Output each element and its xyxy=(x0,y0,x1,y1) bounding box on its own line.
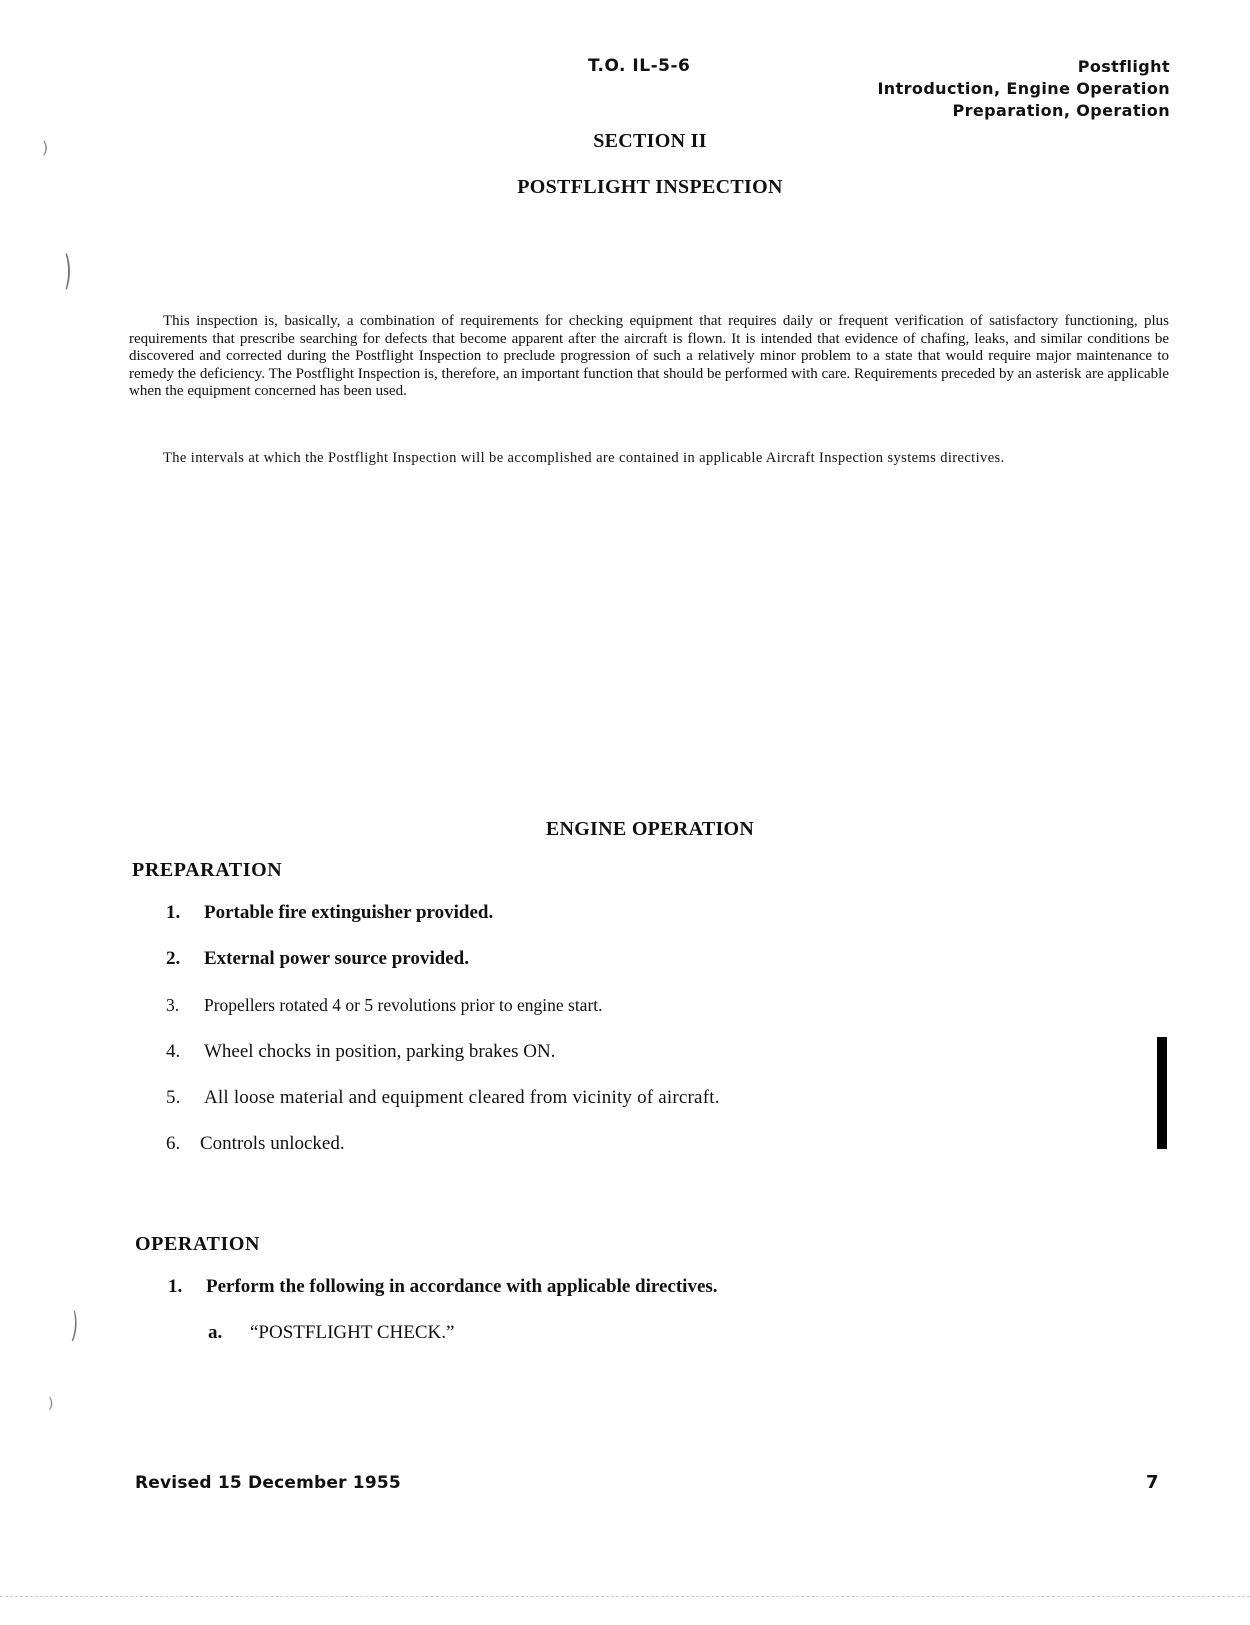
section-number: SECTION II xyxy=(593,130,707,152)
list-text: Wheel chocks in position, parking brakes ON. xyxy=(204,1041,556,1062)
running-header-line-3: Preparation, Operation xyxy=(952,101,1170,120)
preparation-heading: PREPARATION xyxy=(132,859,283,881)
running-header-line-2: Introduction, Engine Operation xyxy=(877,79,1170,98)
list-text: “POSTFLIGHT CHECK.” xyxy=(250,1322,455,1343)
intro-paragraph-1-text: This inspection is, basically, a combination of requirements for checking equipment that requires daily or frequent verification of satisfactory functioning, plus requirements that prescribe searching for defects that become apparent after the aircraft is flown. It is intended that evidence of chafing, leaks, and similar conditions be discovered and corrected during the Postflight Inspection to preclude progression of such a relatively minor problem to a state that would require major maintenance to remedy the deficiency. The Postflight Inspection is, therefore, an important function that should be performed with care. Requirements preceded by an asterisk are applicable when the equipment concerned has been used. xyxy=(129,313,1169,399)
preparation-item-1 xyxy=(166,902,493,924)
running-header-line-1: Postflight xyxy=(1077,57,1170,76)
technical-order-number: T.O. IL-5-6 xyxy=(588,56,691,76)
list-number: 1. xyxy=(168,1276,183,1297)
list-number: 2. xyxy=(166,948,181,969)
list-number: 5. xyxy=(166,1087,181,1108)
preparation-item-2 xyxy=(166,948,469,970)
binding-mark-icon: ) xyxy=(48,1396,54,1412)
intro-paragraph-2 xyxy=(129,450,1079,468)
preparation-item-6 xyxy=(166,1133,345,1155)
operation-heading: OPERATION xyxy=(135,1233,261,1255)
intro-paragraph-1 xyxy=(129,313,1169,401)
preparation-item-4 xyxy=(166,1041,555,1063)
binding-mark-icon: ) xyxy=(42,138,49,157)
preparation-item-5 xyxy=(166,1087,720,1109)
running-header xyxy=(877,56,1170,122)
binding-mark-icon: ) xyxy=(69,1305,80,1347)
list-text: Controls unlocked. xyxy=(200,1133,345,1154)
page-number: 7 xyxy=(1146,1472,1159,1493)
list-number: 4. xyxy=(166,1041,181,1062)
operation-item-1 xyxy=(168,1276,718,1298)
engine-operation-title: ENGINE OPERATION xyxy=(545,818,755,840)
page-edge-line xyxy=(0,1596,1250,1597)
binding-mark-icon: ) xyxy=(63,248,72,294)
list-text: All loose material and equipment cleared from vicinity of aircraft. xyxy=(204,1087,720,1108)
list-number: 6. xyxy=(166,1133,181,1154)
revision-date: Revised 15 December 1955 xyxy=(135,1473,401,1493)
operation-item-1a xyxy=(208,1322,454,1344)
revision-change-bar xyxy=(1157,1037,1167,1149)
section-title: POSTFLIGHT INSPECTION xyxy=(517,176,783,198)
list-number: 1. xyxy=(166,902,181,923)
list-text: Portable fire extinguisher provided. xyxy=(204,902,494,923)
intro-paragraph-2-text: The intervals at which the Postflight Inspection will be accomplished are contained in applicable Aircraft Inspection systems directives. xyxy=(163,450,1005,466)
list-text: Perform the following in accordance with applicable directives. xyxy=(206,1276,718,1297)
list-number: a. xyxy=(208,1322,223,1343)
preparation-item-3 xyxy=(166,995,603,1016)
list-number: 3. xyxy=(166,995,180,1015)
list-text: External power source provided. xyxy=(204,948,469,969)
list-text: Propellers rotated 4 or 5 revolutions prior to engine start. xyxy=(204,995,603,1015)
